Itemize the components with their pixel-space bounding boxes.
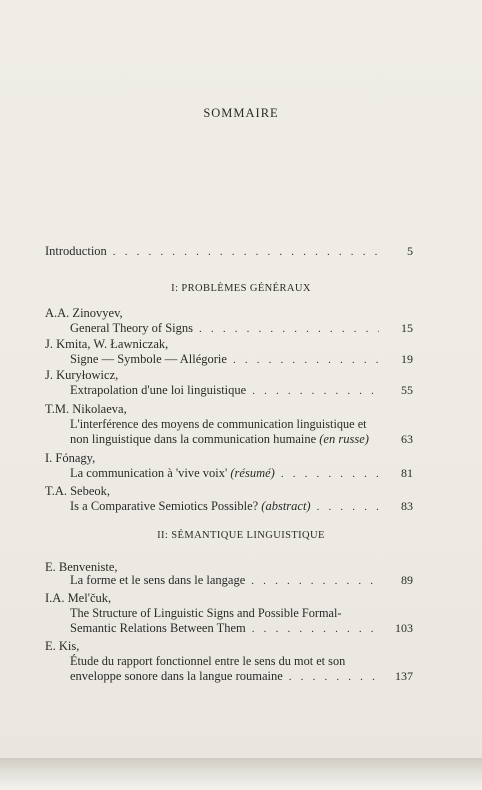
page-number: 81 bbox=[401, 466, 413, 480]
page-number: 63 bbox=[401, 432, 413, 446]
page-number: 137 bbox=[395, 669, 413, 683]
entry-title-line2: Semantic Relations Between Them bbox=[70, 621, 246, 635]
entry-author: J. Kmita, W. Ławniczak, bbox=[45, 337, 169, 351]
entry-note: (résumé) bbox=[230, 466, 275, 480]
toc-entry bbox=[70, 321, 413, 336]
entry-title: La forme et le sens dans le langage bbox=[70, 573, 246, 587]
toc-entry bbox=[70, 621, 413, 636]
leader-dots bbox=[251, 575, 379, 587]
entry-note: (en russe) bbox=[319, 432, 369, 446]
entry-author: J. Kuryłowicz, bbox=[45, 368, 119, 382]
toc-entry bbox=[70, 466, 413, 481]
entry-author: T.M. Nikolaeva, bbox=[45, 402, 127, 416]
page-number: 15 bbox=[401, 321, 413, 335]
page-number: 5 bbox=[407, 244, 413, 258]
page-number: 89 bbox=[401, 573, 413, 587]
leader-dots bbox=[199, 323, 379, 335]
section-heading: II: SÉMANTIQUE LINGUISTIQUE bbox=[157, 530, 325, 541]
entry-title-line1: L'interférence des moyens de communication linguistique et bbox=[70, 417, 367, 431]
toc-entry bbox=[70, 352, 413, 367]
entry-author: E. Benveniste, bbox=[45, 560, 118, 574]
page-number: 103 bbox=[395, 621, 413, 635]
entry-title-line1: Étude du rapport fonctionnel entre le sens du mot et son bbox=[70, 654, 346, 668]
entry-author: I. Fónagy, bbox=[45, 451, 96, 465]
page-number: 19 bbox=[401, 352, 413, 366]
page-number: 55 bbox=[401, 383, 413, 397]
entry-title: Introduction bbox=[45, 244, 107, 258]
page-number: 83 bbox=[401, 499, 413, 513]
toc-entry bbox=[70, 669, 413, 684]
leader-dots bbox=[113, 246, 379, 258]
entry-author: I.A. Mel'čuk, bbox=[45, 591, 112, 605]
toc-entry bbox=[70, 432, 413, 447]
page-title: SOMMAIRE bbox=[203, 106, 279, 120]
entry-title: Signe — Symbole — Allégorie bbox=[70, 352, 227, 366]
leader-dots bbox=[252, 385, 379, 397]
entry-title-line1: The Structure of Linguistic Signs and Possible Formal- bbox=[70, 606, 342, 620]
entry-author: A.A. Zinovyev, bbox=[45, 306, 123, 320]
toc-entry bbox=[70, 383, 413, 398]
leader-dots bbox=[289, 671, 379, 683]
entry-title: General Theory of Signs bbox=[70, 321, 194, 335]
page-bottom-edge bbox=[0, 758, 482, 790]
entry-title-line2: non linguistique dans la communication humaine (en russe) bbox=[70, 432, 369, 446]
entry-author: T.A. Sebeok, bbox=[45, 484, 111, 498]
leader-dots bbox=[233, 354, 379, 366]
entry-note: (abstract) bbox=[261, 499, 311, 513]
toc-entry bbox=[70, 499, 413, 514]
leader-dots bbox=[252, 623, 379, 635]
toc-entry-introduction bbox=[45, 244, 413, 259]
entry-author: E. Kis, bbox=[45, 639, 80, 653]
leader-dots bbox=[317, 501, 379, 513]
entry-title: La communication à 'vive voix' (résumé) bbox=[70, 466, 275, 480]
leader-dots bbox=[281, 468, 379, 480]
entry-title: Is a Comparative Semiotics Possible? (abstract) bbox=[70, 499, 311, 513]
entry-title-line2: enveloppe sonore dans la langue roumaine bbox=[70, 669, 283, 683]
entry-title: Extrapolation d'une loi linguistique bbox=[70, 383, 247, 397]
toc-entry bbox=[70, 573, 413, 588]
section-heading: I: PROBLÈMES GÉNÉRAUX bbox=[171, 283, 311, 294]
